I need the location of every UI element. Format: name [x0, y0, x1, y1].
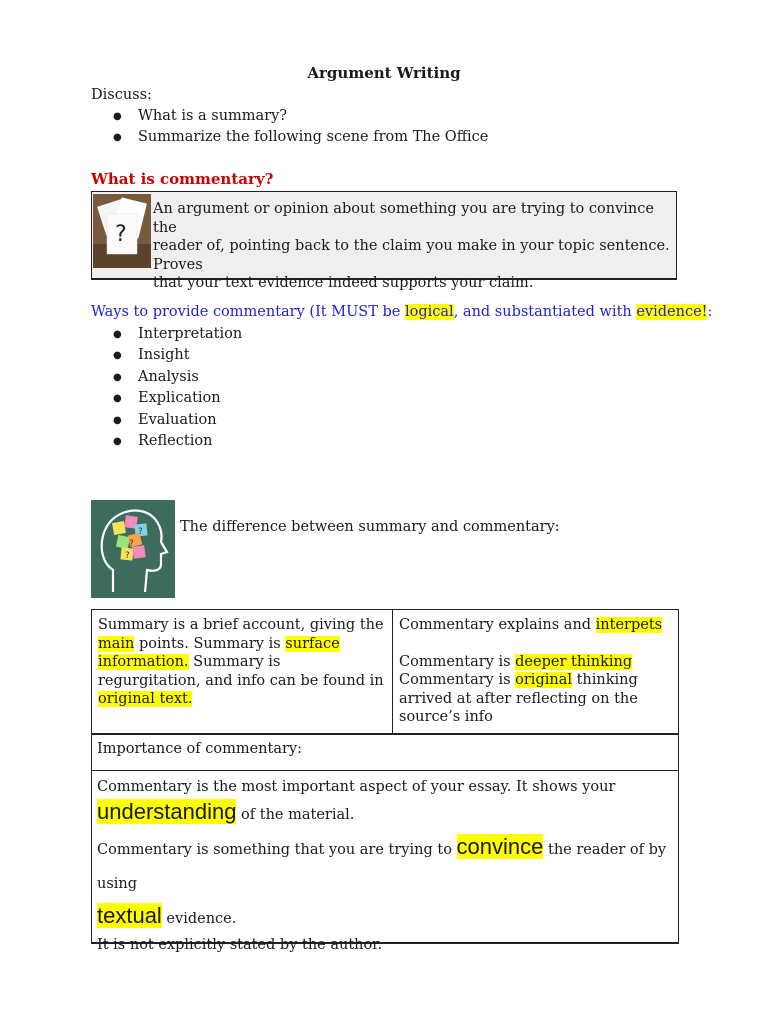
importance-line — [97, 901, 675, 934]
ways-intro-text: , and substantiated with — [453, 304, 637, 320]
importance-line: Commentary is the most important aspect of your essay. It shows your — [97, 779, 616, 795]
svg-text:?: ? — [115, 222, 127, 247]
importance-line — [97, 797, 675, 830]
list-item: ● Reflection — [113, 431, 242, 452]
importance-text: evidence. — [161, 911, 237, 927]
commentary-line — [399, 671, 672, 727]
summary-text: Summary is regurgitation, and info can be found in — [98, 654, 384, 689]
definition-line: An argument or opinion about something you are trying to convince the — [153, 201, 654, 236]
svg-text:?: ? — [138, 527, 143, 537]
importance-heading: Importance of commentary: — [91, 734, 679, 771]
head-question-image — [91, 500, 175, 598]
commentary-line — [399, 616, 672, 635]
ways-intro — [91, 302, 712, 323]
importance-body — [97, 778, 675, 956]
svg-text:?: ? — [125, 551, 130, 561]
highlight-logical: logical — [405, 304, 454, 320]
highlight-understanding: understanding — [97, 799, 237, 824]
commentary-text: Commentary explains and — [399, 617, 596, 633]
importance-text: the reader of by using — [97, 842, 667, 892]
comparison-table — [91, 609, 679, 734]
summary-text: Summary is a brief account, giving the — [98, 617, 384, 633]
spacer — [399, 635, 672, 653]
list-item: ● Analysis — [113, 367, 242, 388]
question-cards-image — [93, 194, 151, 268]
highlight-surface-info: surface information. — [98, 635, 340, 670]
importance-text: of the material. — [236, 807, 355, 823]
ways-intro-text: : — [707, 304, 713, 320]
commentary-line — [399, 653, 672, 672]
ways-intro-text: Ways to provide commentary (It MUST be — [91, 304, 405, 320]
ways-list — [113, 324, 242, 452]
highlight-main: main — [98, 635, 135, 652]
highlight-deeper-thinking: deeper thinking — [515, 653, 633, 670]
highlight-original: original — [515, 672, 572, 688]
svg-text:?: ? — [129, 539, 134, 549]
difference-text: The difference between summary and commentary: — [180, 519, 560, 535]
definition-line: that your text evidence indeed supports your claim. — [153, 275, 534, 291]
summary-text: points. Summary is — [134, 635, 286, 652]
importance-text: Commentary is something that you are trying to — [97, 842, 457, 858]
list-item: ● Interpretation — [113, 324, 242, 345]
importance-line: It is not explicitly stated by the author. — [97, 937, 383, 953]
discuss-list — [113, 106, 488, 149]
importance-line — [97, 830, 675, 901]
discuss-label: Discuss: — [91, 87, 152, 103]
commentary-text: Commentary is — [399, 672, 516, 688]
commentary-heading: What is commentary? — [91, 170, 274, 188]
highlight-interpets: interpets — [595, 617, 663, 633]
commentary-text: Commentary is — [399, 653, 516, 670]
list-item: ● What is a summary? — [113, 106, 488, 127]
definition-line: reader of, pointing back to the claim you make in your topic sentence. Proves — [153, 238, 670, 273]
list-item: ● Explication — [113, 388, 242, 409]
commentary-text: thinking arrived at after reflecting on the source’s info — [399, 672, 638, 725]
commentary-cell — [393, 610, 679, 734]
highlight-original-text: original text. — [98, 691, 193, 707]
list-item: ● Summarize the following scene from The Office — [113, 127, 488, 148]
list-item: ● Evaluation — [113, 410, 242, 431]
list-item: ● Insight — [113, 345, 242, 366]
summary-cell — [92, 610, 393, 734]
highlight-textual: textual — [97, 903, 162, 928]
page-title: Argument Writing — [307, 64, 461, 82]
definition-text — [153, 200, 673, 293]
highlight-evidence: evidence! — [636, 304, 708, 320]
highlight-convince: convince — [456, 834, 544, 859]
